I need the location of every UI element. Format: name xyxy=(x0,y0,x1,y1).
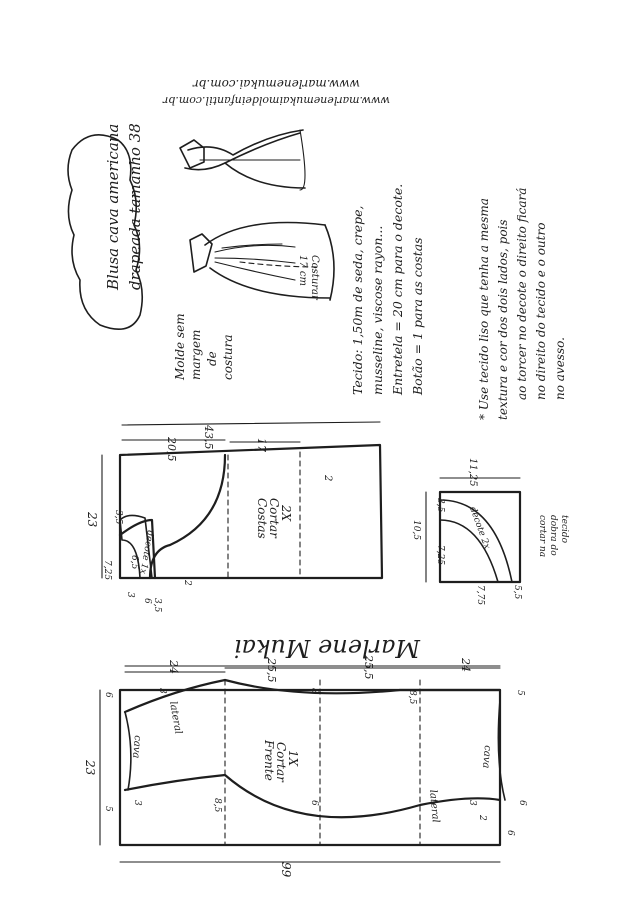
front-mark-6a: 6 xyxy=(309,800,319,806)
front-dim-right-top: 5 xyxy=(515,690,525,696)
tip-line-4: no direito do tecido e o outro xyxy=(534,222,548,400)
materials-line-4: Botão = 1 para as costas xyxy=(410,237,425,395)
back-dim-mark-2: 2 xyxy=(322,475,333,482)
back-label-1: Costas xyxy=(255,498,269,539)
mold-note-4: costura xyxy=(221,334,235,380)
tip-line-3: ao torcer no decote o direito ficará xyxy=(515,187,529,400)
facing-dim-b2: 5,5 xyxy=(512,585,522,600)
back-dim-bottom-a: 6 xyxy=(142,598,152,604)
seam-label: Costurar xyxy=(309,255,320,300)
facing-cut-note-3: tecido xyxy=(559,515,569,544)
website-line-1: www.marlenemukai.com.br xyxy=(193,77,360,91)
seam-measure: 17 cm xyxy=(297,255,308,286)
front-label-cava-left: cava xyxy=(129,734,143,759)
back-dim-height: 23 xyxy=(85,512,99,528)
front-label-1: Frente xyxy=(262,740,276,781)
tip-line-2: textura e cor dos dois lados, pois xyxy=(496,219,510,420)
back-dim-left-b: 3,5 xyxy=(113,510,123,525)
front-mark-3b: 3 xyxy=(157,688,167,694)
front-mark-2: 2 xyxy=(477,815,487,821)
front-dim-total: 99 xyxy=(279,862,293,878)
facing-cut-note-2: dobra do xyxy=(548,515,558,556)
facing-piece xyxy=(411,458,569,605)
front-label-2: Cortar xyxy=(274,742,288,782)
back-decote-label: decote 1x xyxy=(137,529,155,575)
facing-dim-width: 11,25 xyxy=(467,458,478,487)
mold-note-3: de xyxy=(205,351,219,366)
materials-block xyxy=(350,184,425,396)
mold-note-1: Molde sem xyxy=(173,313,187,380)
back-dim-left-d: 3 xyxy=(125,592,135,598)
websites-block-2 xyxy=(162,94,390,107)
website-line-2: www.marlenemukaimoldeinfantil.com.br xyxy=(163,94,390,107)
back-dim-bottom-c: 2 xyxy=(182,580,192,586)
back-dim-left-a: 7,25 xyxy=(102,560,112,581)
front-mark-8: 8 xyxy=(309,688,319,694)
front-dim-24b: 24 xyxy=(459,658,472,672)
signature xyxy=(234,634,421,662)
back-dim-seg-a: 20,5 xyxy=(165,437,178,462)
tip-line-1: * Use tecido liso que tenha a mesma xyxy=(477,198,491,420)
front-label-3: 1X xyxy=(286,750,300,767)
title-line-2: drapeada tamanho 38 xyxy=(126,123,144,290)
materials-line-3: Entretela = 20 cm para o decote. xyxy=(390,183,405,395)
front-label-lateral-right: lateral xyxy=(427,789,441,824)
materials-line-1: Tecido: 1,50m de seda, crepe, xyxy=(350,205,365,395)
back-label-2: Cortar xyxy=(267,498,281,538)
tip-line-5: no avesso. xyxy=(553,337,567,400)
facing-label: decote 2x xyxy=(467,505,492,551)
back-label-3: 2X xyxy=(279,505,293,522)
front-piece xyxy=(83,654,527,878)
title-cloud xyxy=(68,123,144,329)
back-piece xyxy=(85,422,382,613)
front-mark-3a: 3 xyxy=(132,800,142,806)
back-dim-bottom-b: 3,5 xyxy=(152,598,162,613)
back-dim-left-c: 6,5 xyxy=(129,555,139,570)
front-label-lateral-left: lateral xyxy=(167,700,184,736)
front-dim-24a: 24 xyxy=(167,660,180,674)
facing-dim-h1: 10,5 xyxy=(411,520,421,541)
mold-note xyxy=(173,313,235,381)
facing-cut-note-1: cortar na xyxy=(537,515,547,558)
facing-dim-h2: 3,5 xyxy=(435,498,445,513)
front-label-cava-right: cava xyxy=(479,744,493,769)
mold-note-2: margem xyxy=(189,329,203,380)
materials-line-2: musseline, viscose rayon... xyxy=(370,225,385,395)
back-dim-total: 43,5 xyxy=(202,425,215,450)
front-dim-left-bottom: 5 xyxy=(103,806,113,812)
front-mark-85a: 8,5 xyxy=(212,798,222,813)
title-line-1: Blusa cava americana xyxy=(104,123,122,290)
front-dim-255b: 25,5 xyxy=(362,655,375,680)
signature-text: Marlene Mukai xyxy=(233,634,420,662)
back-dim-seg-b: 17 xyxy=(255,438,268,452)
garment-sketch-back xyxy=(180,130,305,190)
front-mark-3c: 3 xyxy=(467,800,477,806)
websites-block xyxy=(192,77,360,91)
garment-sketch-front xyxy=(190,223,334,302)
front-dim-height: 23 xyxy=(83,760,97,776)
front-dim-left-top: 6 xyxy=(103,692,113,698)
front-mark-85b: 8,5 xyxy=(407,690,417,705)
tip-block xyxy=(477,188,567,420)
facing-dim-h3: 7,25 xyxy=(435,545,445,566)
front-dim-right-bottom: 6 xyxy=(505,830,515,836)
front-dim-255a: 25,5 xyxy=(265,658,278,683)
facing-dim-b1: 7,75 xyxy=(475,585,485,606)
front-mark-6b: 6 xyxy=(517,800,527,806)
